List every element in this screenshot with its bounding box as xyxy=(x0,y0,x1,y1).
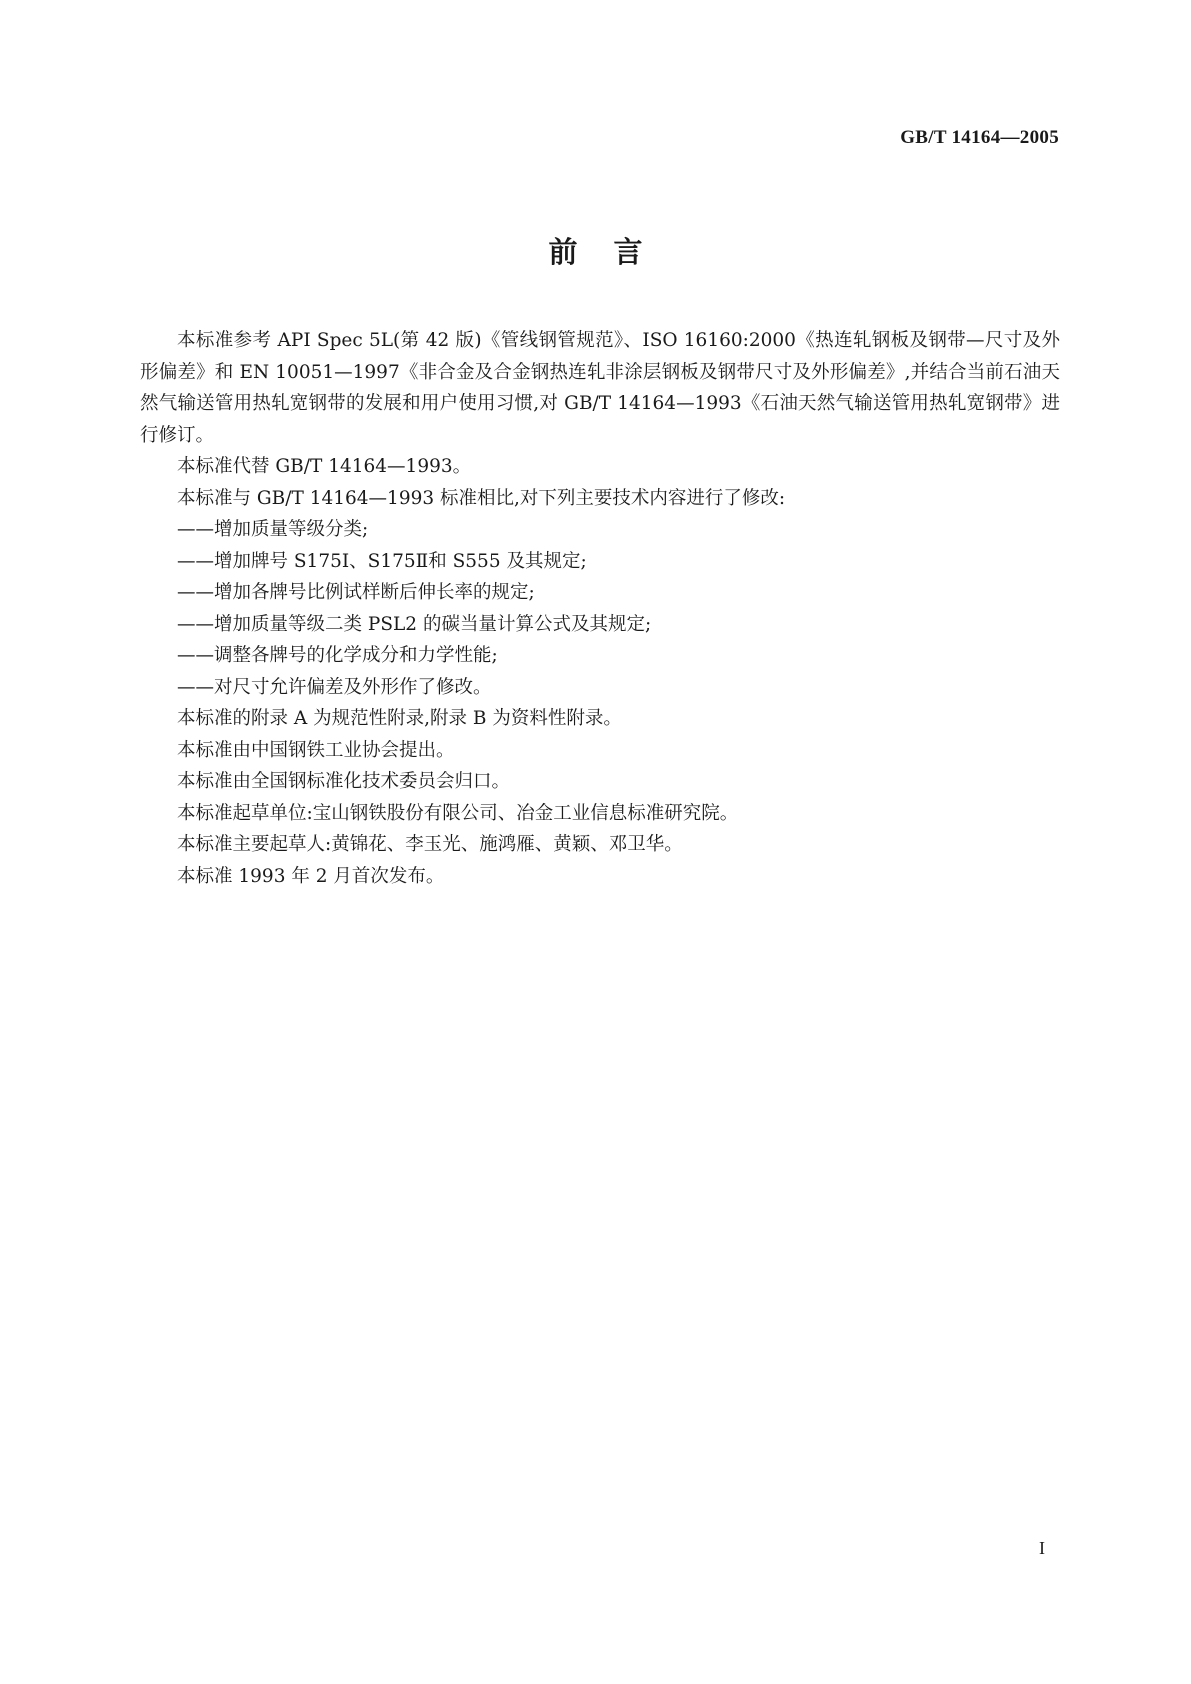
standard-number: GB/T 14164—2005 xyxy=(900,127,1059,148)
page-number: I xyxy=(1039,1538,1045,1558)
paragraph-first-issue: 本标准 1993 年 2 月首次发布。 xyxy=(177,865,445,887)
paragraph-intro: 本标准参考 API Spec 5L(第 42 版)《管线钢管规范》、ISO 16160:2000《热连轧钢板及钢带—尺寸及外形偏差》和 EN 10051—1997《非合金及合金钢热连轧非涂层钢板及钢带尺寸及外形偏差》,并结合当前石油天然气输送管用热轧宽钢带的发展和用户使用习惯,对 GB/T 14164—1993《石油天然气输送管用热轧宽钢带》进行修订。 xyxy=(140,330,1060,446)
change-item: ——增加质量等级二类 PSL2 的碳当量计算公式及其规定; xyxy=(177,613,652,635)
page-title: 前言 xyxy=(548,235,679,269)
paragraph-proposer: 本标准由中国钢铁工业协会提出。 xyxy=(177,739,455,761)
paragraph-replaces: 本标准代替 GB/T 14164—1993。 xyxy=(177,456,472,477)
paragraph-committee: 本标准由全国钢标准化技术委员会归口。 xyxy=(177,771,511,792)
change-item: ——对尺寸允许偏差及外形作了修改。 xyxy=(177,676,492,698)
change-item: ——增加各牌号比例试样断后伸长率的规定; xyxy=(177,582,535,603)
paragraph-annexes: 本标准的附录 A 为规范性附录,附录 B 为资料性附录。 xyxy=(177,708,622,729)
paragraph-drafters: 本标准主要起草人:黄锦花、李玉光、施鸿雁、黄颖、邓卫华。 xyxy=(177,834,683,855)
change-item: ——调整各牌号的化学成分和力学性能; xyxy=(177,645,498,666)
paragraph-changes-intro: 本标准与 GB/T 14164—1993 标准相比,对下列主要技术内容进行了修改: xyxy=(177,487,786,509)
change-item: ——增加牌号 S175Ⅰ、S175Ⅱ和 S555 及其规定; xyxy=(177,550,587,572)
paragraph-drafting-units: 本标准起草单位:宝山钢铁股份有限公司、冶金工业信息标准研究院。 xyxy=(177,802,739,824)
foreword-body xyxy=(140,325,1060,892)
change-item: ——增加质量等级分类; xyxy=(177,519,369,540)
